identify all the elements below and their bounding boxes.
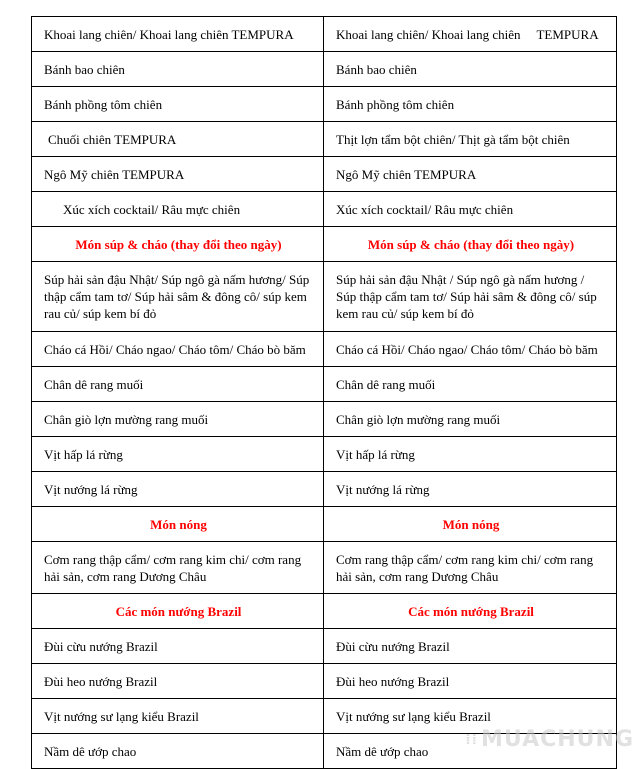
table-row [32,542,617,594]
menu-cell-left: Chân dê rang muối [32,367,324,402]
table-row [32,629,617,664]
menu-cell-left: Súp hải sản đậu Nhật/ Súp ngô gà nấm hương/ Súp thập cẩm tam tơ/ Súp hải sâm & đông cô/ súp kem rau củ/ súp kem bí đỏ [32,262,324,332]
section-header-right: Món súp & cháo (thay đổi theo ngày) [324,227,617,262]
watermark-logo: ⁞⁞ MUACHUNG [465,727,634,752]
menu-cell-left: Vịt hấp lá rừng [32,437,324,472]
menu-cell-right: Vịt nướng sư lạng kiểu Brazil [324,699,617,734]
table-row [32,664,617,699]
section-header-row [32,507,617,542]
menu-cell-right: Súp hải sản đậu Nhật / Súp ngô gà nấm hương / Súp thập cẩm tam tơ/ Súp hải sâm & đông cô/ súp kem rau củ/ súp kem bí đỏ [324,262,617,332]
logo-dots-icon: ⁞⁞ [465,732,478,748]
menu-cell-left: Đùi cừu nướng Brazil [32,629,324,664]
menu-cell-left: Bánh phồng tôm chiên [32,87,324,122]
menu-cell-left: Bánh bao chiên [32,52,324,87]
menu-cell-left: Cơm rang thập cẩm/ cơm rang kim chi/ cơm rang hải sản, cơm rang Dương Châu [32,542,324,594]
table-row [32,699,617,734]
menu-cell-left: Ngô Mỹ chiên TEMPURA [32,157,324,192]
menu-cell-right: Vịt nướng lá rừng [324,472,617,507]
menu-cell-right: Chân giò lợn mường rang muối [324,402,617,437]
table-row [32,262,617,332]
menu-cell-left: Chân giò lợn mường rang muối [32,402,324,437]
menu-table [31,16,617,769]
menu-cell-left: Xúc xích cocktail/ Râu mực chiên [32,192,324,227]
menu-cell-right: Cháo cá Hồi/ Cháo ngao/ Cháo tôm/ Cháo bò băm [324,332,617,367]
menu-cell-right: Khoai lang chiên/ Khoai lang chiên TEMPURA [324,17,617,52]
section-header-row [32,594,617,629]
table-row [32,437,617,472]
section-header-right: Món nóng [324,507,617,542]
table-row [32,192,617,227]
menu-cell-left: Chuối chiên TEMPURA [32,122,324,157]
menu-cell-right: Chân dê rang muối [324,367,617,402]
section-header-left: Các món nướng Brazil [32,594,324,629]
menu-cell-right: Bánh bao chiên [324,52,617,87]
table-row [32,52,617,87]
menu-cell-left: Vịt nướng sư lạng kiểu Brazil [32,699,324,734]
menu-cell-right: Bánh phồng tôm chiên [324,87,617,122]
table-row [32,17,617,52]
table-row [32,87,617,122]
menu-cell-left: Đùi heo nướng Brazil [32,664,324,699]
menu-cell-right: Vịt hấp lá rừng [324,437,617,472]
menu-cell-right: Ngô Mỹ chiên TEMPURA [324,157,617,192]
section-header-left: Món nóng [32,507,324,542]
menu-cell-right: Cơm rang thập cẩm/ cơm rang kim chi/ cơm rang hải sản, cơm rang Dương Châu [324,542,617,594]
table-row [32,122,617,157]
menu-cell-left: Nầm dê ướp chao [32,734,324,769]
section-header-right: Các món nướng Brazil [324,594,617,629]
menu-cell-left: Khoai lang chiên/ Khoai lang chiên TEMPURA [32,17,324,52]
menu-cell-right: Đùi heo nướng Brazil [324,664,617,699]
menu-cell-right: Nầm dê ướp chao [324,734,617,769]
table-row [32,157,617,192]
menu-cell-right: Xúc xích cocktail/ Râu mực chiên [324,192,617,227]
table-row [32,472,617,507]
table-row [32,332,617,367]
menu-cell-left: Cháo cá Hồi/ Cháo ngao/ Cháo tôm/ Cháo bò băm [32,332,324,367]
table-row [32,402,617,437]
menu-cell-left: Vịt nướng lá rừng [32,472,324,507]
section-header-row [32,227,617,262]
menu-cell-right: Đùi cừu nướng Brazil [324,629,617,664]
section-header-left: Món súp & cháo (thay đổi theo ngày) [32,227,324,262]
table-row [32,734,617,769]
table-row [32,367,617,402]
menu-cell-right: Thịt lợn tẩm bột chiên/ Thịt gà tẩm bột chiên [324,122,617,157]
